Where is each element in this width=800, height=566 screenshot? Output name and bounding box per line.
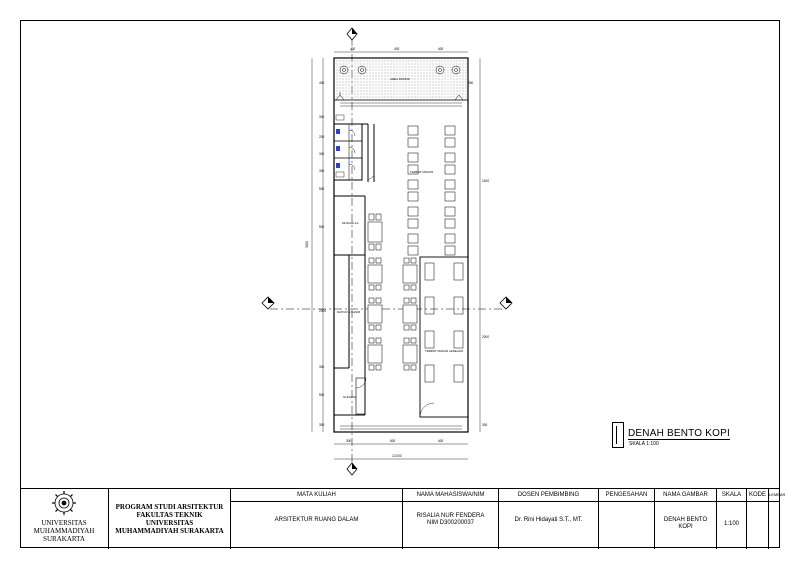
dim-left-1: 400 (319, 81, 325, 85)
section-mark-side (262, 297, 512, 309)
counter (356, 378, 365, 414)
dim-left-8: 2000 (319, 309, 327, 313)
drawing-title-marker (612, 422, 624, 448)
university-line-2: MUHAMMADIYAH (33, 527, 95, 535)
dim-right-3: 2000 (482, 335, 490, 339)
program-line-1: PROGRAM STUDI ARSITEKTUR (115, 503, 224, 511)
sheet-cell (768, 489, 786, 549)
university-line-1: UNIVERSITAS (41, 519, 87, 527)
dim-bottom-total: 12.000 (392, 454, 402, 458)
entrance-steps (340, 103, 462, 429)
university-name (20, 519, 108, 543)
dim-left-3: 200 (319, 135, 325, 139)
dim-left-11: 300 (319, 423, 325, 427)
dim-top-2: 400 (394, 47, 400, 51)
room-label-musholla: MUSHOLLA (342, 221, 359, 225)
code-cell (746, 489, 768, 549)
room-label-dining-upper: TEMPAT MAKAN (410, 170, 434, 174)
dim-top-3: 400 (438, 47, 444, 51)
course-label: MATA KULIAH (231, 489, 402, 502)
parking-area (334, 58, 468, 100)
dim-left-6: 500 (319, 187, 325, 191)
program-line-4: MUHAMMADIYAH SURAKARTA (115, 527, 224, 535)
course-value: ARSITEKTUR RUANG DALAM (274, 517, 359, 523)
outer-wall (334, 58, 468, 432)
dim-left-7: 500 (319, 225, 325, 229)
drawing-name-label: NAMA GAMBAR (655, 489, 716, 502)
program-line-2: FAKULTAS TEKNIK (136, 511, 203, 519)
drawing-scale: SKALA 1:100 (629, 441, 659, 447)
dim-bottom-3: 400 (438, 439, 444, 443)
toilet-fixture-icon (336, 129, 340, 134)
room-label-kitchen: DAPUR & KASIR (337, 310, 361, 314)
advisor-label: DOSEN PEMBIMBING (499, 489, 598, 502)
drawing-name-line-2: KOPI (678, 524, 693, 530)
dim-left-10: 500 (319, 393, 325, 397)
code-label: KODE (747, 489, 768, 502)
dim-left-4: 300 (319, 152, 325, 156)
student-value (403, 513, 498, 527)
advisor-cell (498, 489, 598, 549)
student-cell (402, 489, 498, 549)
drawing-title: DENAH BENTO KOPI (628, 428, 730, 439)
university-logo (20, 489, 108, 519)
dim-right-1: 400 (468, 81, 474, 85)
course-cell (230, 489, 402, 549)
advisor-value: Dr. Rini Hidayati S.T., MT. (514, 517, 583, 523)
drawing-name-cell (654, 489, 716, 549)
dim-bottom-2: 600 (390, 439, 396, 443)
dim-bottom-1: 300 (346, 439, 352, 443)
room-label-store: GUDANG (343, 395, 357, 399)
title-block (20, 488, 786, 549)
dim-top-1: 400 (350, 47, 356, 51)
approval-label: PENGESAHAN (599, 489, 654, 502)
upper-dining (408, 126, 455, 255)
student-label: NAMA MAHASISWA/NIM (403, 489, 498, 502)
scale-cell (716, 489, 746, 549)
student-name: RISALIA NUR FENDERA (416, 513, 485, 519)
scale-label: SKALA (717, 489, 746, 502)
university-logo-cell (20, 489, 108, 549)
drawing-name-value (655, 517, 716, 531)
university-line-3: SURAKARTA (43, 535, 85, 543)
student-nim: NIM D300200037 (426, 520, 475, 526)
room-label-parking: AREA PARKIR (390, 77, 410, 81)
room-label-dining-lower: TEMPAT MAKAN LESEHAN (425, 349, 464, 353)
dim-left-5: 300 (319, 169, 325, 173)
dim-left-total: 3400 (305, 240, 309, 248)
toilet-block (334, 115, 362, 180)
dim-right-2: 1400 (482, 179, 490, 183)
program-line-3: UNIVERSITAS (145, 519, 194, 527)
dim-right-4: 300 (482, 423, 488, 427)
program-block (108, 489, 230, 549)
lesehan-area (420, 257, 468, 417)
scale-value: 1:100 (723, 521, 739, 527)
dim-left-2: 300 (319, 115, 325, 119)
dim-left-9: 300 (319, 365, 325, 369)
sheet-label: LEMBAR (769, 489, 780, 502)
drawing-name-line-1: DENAH BENTO (663, 517, 708, 523)
approval-cell (598, 489, 654, 549)
